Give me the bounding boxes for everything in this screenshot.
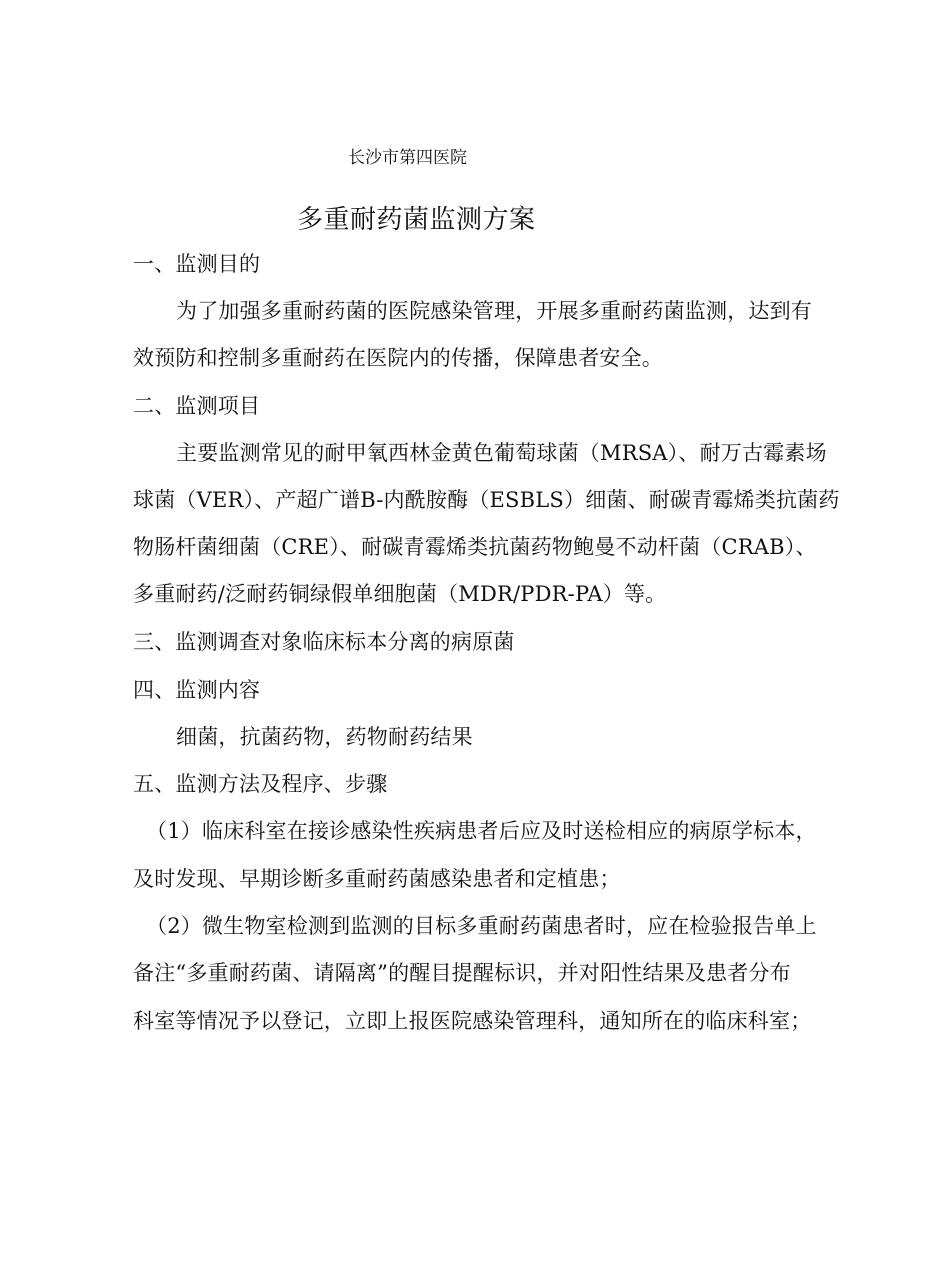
section-1-paragraph-line: 为了加强多重耐药菌的医院感染管理，开展多重耐药菌监测，达到有 xyxy=(176,299,812,323)
hospital-name: 长沙市第四医院 xyxy=(348,148,467,168)
section-3-heading: 三、监测调查对象临床标本分离的病原菌 xyxy=(133,630,515,654)
section-2-heading: 二、监测项目 xyxy=(133,394,261,418)
section-4-heading: 四、监测内容 xyxy=(133,678,261,702)
section-5-item-2-line: （2）微生物室检测到监测的目标多重耐药菌患者时，应在检验报告单上 xyxy=(146,914,817,938)
section-2-paragraph-line: 多重耐药/泛耐药铜绿假单细胞菌（MDR/PDR-PA）等。 xyxy=(133,582,667,606)
section-4-paragraph-line: 细菌，抗菌药物，药物耐药结果 xyxy=(176,725,473,749)
section-2-paragraph-line: 主要监测常见的耐甲氧西林金黄色葡萄球菌（MRSA）、耐万古霉素场 xyxy=(176,441,827,465)
section-2-paragraph-line: 物肠杆菌细菌（CRE）、耐碳青霉烯类抗菌药物鲍曼不动杆菌（CRAB）、 xyxy=(133,535,817,559)
document-title: 多重耐药菌监测方案 xyxy=(297,205,536,235)
section-5-heading: 五、监测方法及程序、步骤 xyxy=(133,772,388,796)
section-1-paragraph-line: 效预防和控制多重耐药在医院内的传播，保障患者安全。 xyxy=(133,346,663,370)
section-5-item-2-line: 备注“多重耐药菌、请隔离”的醒目提醒标识，并对阳性结果及患者分布 xyxy=(133,961,791,985)
section-1-heading: 一、监测目的 xyxy=(133,252,261,276)
section-5-item-1-line: 及时发现、早期诊断多重耐药菌感染患者和定植患； xyxy=(133,867,621,891)
section-2-paragraph-line: 球菌（VER）、产超广谱B-内酰胺酶（ESBLS）细菌、耐碳青霉烯类抗菌药 xyxy=(133,488,840,512)
section-5-item-1-line: （1）临床科室在接诊感染性疾病患者后应及时送检相应的病原学标本， xyxy=(146,819,817,843)
section-5-item-2-line: 科室等情况予以登记，立即上报医院感染管理科，通知所在的临床科室； xyxy=(133,1009,812,1033)
